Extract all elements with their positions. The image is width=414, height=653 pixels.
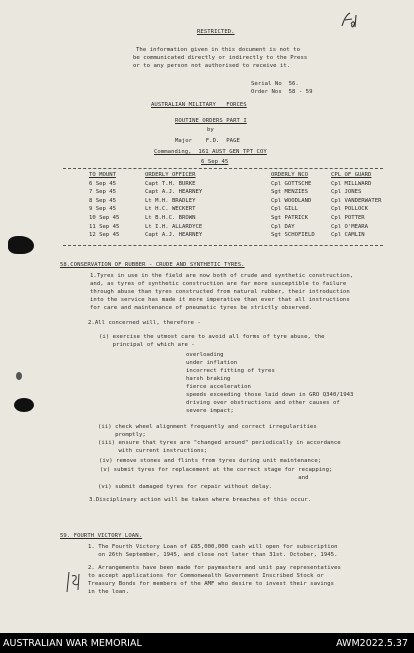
title-line-2: ROUTINE ORDERS PART I [175, 118, 247, 124]
table-cell: Capt T.H. BURKE [145, 180, 196, 187]
tyre-abuse-item: under inflation [186, 360, 238, 366]
table-cell: 12 Sep 45 [89, 232, 120, 239]
table-cell: 7 Sep 45 [89, 189, 116, 196]
table-row [83, 189, 383, 198]
table-cell: Cpl CAMLIN [331, 232, 365, 239]
column-header: ORDERLY NCO [271, 172, 309, 178]
punch-hole-mark [16, 372, 22, 380]
order-58-para-2: 2.All concerned will, therefore - [88, 320, 201, 326]
table-cell: 8 Sep 45 [89, 197, 116, 204]
archive-item-id: AWM2022.5.37 [336, 638, 408, 649]
table-row [83, 224, 383, 233]
column-header: CPL OF GUARD [331, 172, 372, 178]
order-59-para-2-line: in the loan. [88, 589, 130, 595]
tyre-abuse-item: driving over obstructions and other causes of [186, 400, 340, 406]
order-numbers: Order Nos 58 - 59 [251, 89, 313, 95]
tyre-abuse-item: fierce acceleration [186, 384, 251, 390]
tyre-abuse-item: severe impact; [186, 408, 234, 414]
order-58-para-1-line: into the service has made it more imperative than ever that all instructions [90, 297, 350, 303]
order-58-para-1-line: for care and maintenance of pneumatic tyres be strictly observed. [90, 305, 313, 311]
table-cell: Cpl POLLOCK [331, 206, 369, 213]
column-header: ORDERLY OFFICER [145, 172, 196, 178]
table-row [83, 215, 383, 224]
table-cell: 9 Sep 45 [89, 206, 116, 213]
table-top-rule [63, 168, 383, 169]
order-58-item-ii-line: promptly; [98, 432, 146, 438]
punch-hole-mark [14, 398, 34, 412]
title-line-3: by [207, 127, 214, 133]
order-date: 6 Sep 45 [201, 159, 229, 165]
table-bottom-rule [63, 245, 383, 246]
order-59-para-2-line: 2. Arrangements have been made for paymasters and unit pay representatives [88, 565, 341, 571]
order-58-para-3: 3.Disciplinary action will be taken where breaches of this occur. [89, 497, 312, 503]
order-58-item-i-line: principal of which are - [99, 342, 195, 348]
table-cell: Cpl GILL [271, 206, 298, 213]
table-cell: Sgt MENZIES [271, 189, 309, 196]
table-cell: Lt I.H. ALLARDYCE [145, 223, 203, 230]
table-cell: Capt A.J. HEARNEY [145, 189, 203, 196]
order-59-para-2-line: Treasury Bonds for members of the AMF who desire to invest their savings [88, 581, 335, 587]
column-header: TO MOUNT [89, 172, 116, 178]
order-58-item-vi: (vi) submit damaged tyres for repair without delay. [98, 484, 273, 490]
punch-hole-mark [8, 236, 34, 254]
tyre-abuse-item: speeds exceeding those laid down in GRO Q340/1943 [186, 392, 354, 398]
table-cell: Cpl WOODLAND [271, 197, 312, 204]
table-row [83, 181, 383, 190]
order-59-heading: 59. FOURTH VICTORY LOAN. [60, 533, 143, 539]
title-line-1: AUSTRALIAN MILITARY FORCES [151, 102, 247, 108]
tyre-abuse-item: incorrect fitting of tyres [186, 368, 275, 374]
table-cell: Cpl MILLWARD [331, 180, 372, 187]
archive-source-label: AUSTRALIAN WAR MEMORIAL [3, 638, 142, 649]
archive-footer [0, 633, 414, 653]
tyre-abuse-item: overloading [186, 352, 224, 358]
table-cell: Lt H.C. WECKERT [145, 206, 196, 213]
order-58-item-ii-line: (ii) check wheel alignment frequently and correct irregularities [98, 424, 317, 430]
table-cell: Cpl JONES [331, 189, 362, 196]
order-58-para-1-line: through abuse than tyres constructed from natural rubber, their introduction [90, 289, 350, 295]
order-59-para-2-line: to accept applications for Commonwealth Government Inscribed Stock or [88, 573, 324, 579]
serial-number: Serial No 56. [251, 81, 299, 87]
table-cell: Cpl VANDERWATER [331, 197, 382, 204]
table-cell: Capt A.J. HEARNEY [145, 232, 203, 239]
table-header-row [83, 172, 383, 181]
order-58-item-iii-line: (iii) ensure that tyres are "changed around" periodically in accordance [98, 440, 341, 446]
title-line-5: Commanding, 161 AUST GEN TPT COY [154, 149, 267, 155]
table-cell: 6 Sep 45 [89, 180, 116, 187]
order-59-para-1-line: on 26th September, 1945, and close not later than 31st. October, 1945. [88, 552, 338, 558]
order-59-para-1-line: 1. The Fourth Victory Loan of £85,000,000 cash will open for subscription [88, 544, 338, 550]
notice-line-1: The information given in this document is not to [136, 47, 301, 53]
notice-line-2: be communicated directly or indirectly to the Press [133, 55, 308, 61]
classification-label: RESTRICTED. [197, 29, 235, 35]
table-row [83, 206, 383, 215]
order-58-heading: 58.CONSERVATION OF RUBBER - CRUDE AND SYNTHETIC TYRES. [60, 262, 245, 268]
table-cell: Sgt SCHOFIELD [271, 232, 315, 239]
notice-line-3: or to any person not authorised to receive it. [133, 63, 291, 69]
table-cell: 11 Sep 45 [89, 223, 120, 230]
order-58-item-i-line: (i) exercise the utmost care to avoid all forms of tyre abuse, the [99, 334, 325, 340]
table-row [83, 232, 383, 241]
title-line-4: Major F.D. PAGE [175, 138, 240, 144]
table-cell: Cpl POTTER [331, 214, 365, 221]
duty-roster-table [83, 172, 383, 241]
table-row [83, 198, 383, 207]
table-cell: Cpl O'MEARA [331, 223, 369, 230]
order-58-item-v-line: and [100, 475, 309, 481]
order-58-para-1-line: 1.Tyres in use in the field are now both of crude and synthetic construction, [90, 273, 354, 279]
table-cell: Lt M.H. BRADLEY [145, 197, 196, 204]
tyre-abuse-item: harsh braking [186, 376, 231, 382]
order-58-item-iv: (iv) remove stones and flints from tyres during unit maintenance; [99, 458, 322, 464]
order-58-item-iii-line: with current instructions; [98, 448, 208, 454]
handwritten-margin-mark [64, 568, 84, 596]
table-cell: Sgt PATRICK [271, 214, 309, 221]
table-cell: Cpl DAY [271, 223, 295, 230]
order-58-item-v-line: (v) submit tyres for replacement at the correct stage for recapping; [100, 467, 333, 473]
table-cell: Lt B.H.C. BROWN [145, 214, 196, 221]
order-58-para-1-line: and, as tyres of synthetic construction are far more susceptible to failure [90, 281, 347, 287]
table-cell: 10 Sep 45 [89, 214, 120, 221]
handwritten-folio-mark [339, 10, 361, 32]
table-cell: Cpl GOTTSCHE [271, 180, 312, 187]
